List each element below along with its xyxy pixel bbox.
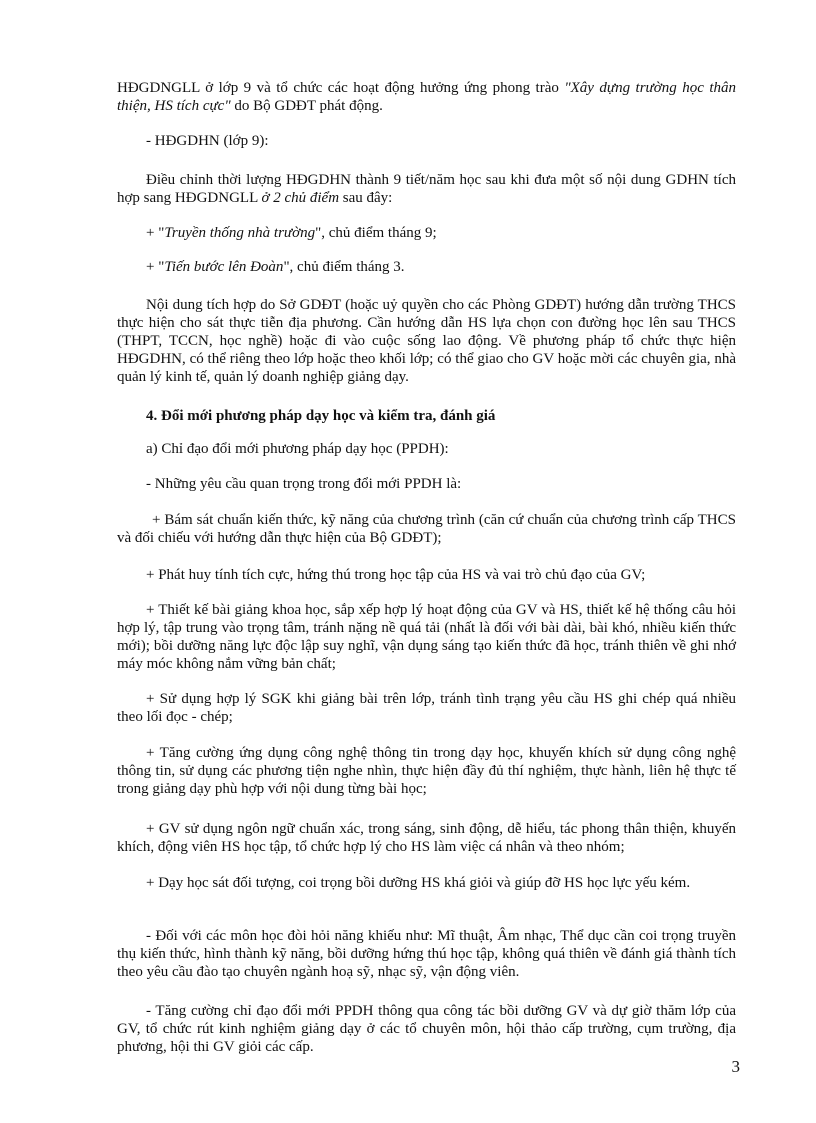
bullet-sgk: + Sử dụng hợp lý SGK khi giảng bài trên lớp, tránh tình trạng yêu cầu HS ghi chép quá nhiều theo lối đọc - chép;: [117, 691, 736, 725]
paragraph-text: do Bộ GDĐT phát động.: [230, 98, 383, 114]
bullet-ngon-ngu: + GV sử dụng ngôn ngữ chuẩn xác, trong sáng, sinh động, dễ hiểu, tác phong thân thiện, khuyến khích, động viên HS học tập, tổ chức hợp lý cho HS làm việc cá nhân và theo nhóm;: [117, 821, 736, 855]
paragraph-nang-khieu: - Đối với các môn học đòi hỏi năng khiếu như: Mĩ thuật, Âm nhạc, Thể dục cần coi trọng truyền thụ kiến thức, hình thành kỹ năng, bồi dưỡng hứng thú học tập, không quá thiên về đánh giá thành tích theo yêu cầu đào tạo chuyên ngành hoạ sỹ, nhạc sỹ, vận động viên.: [117, 928, 736, 980]
bullet-tien-buoc: [117, 258, 736, 276]
bullet-suffix: ", chủ điểm tháng 3.: [283, 259, 405, 275]
bullet-bam-sat: + Bám sát chuẩn kiến thức, kỹ năng của chương trình (căn cứ chuẩn của chương trình cấp THCS và đối chiếu với hướng dẫn thực hiện của Bộ GDĐT);: [117, 512, 736, 546]
paragraph-tang-cuong: - Tăng cường chỉ đạo đổi mới PPDH thông qua công tác bồi dưỡng GV và dự giờ thăm lớp của GV, tổ chức rút kinh nghiệm giảng dạy ở các tổ chuyên môn, hội thảo cấp trường, cụm trường, địa phương, hội thi GV giỏi các cấp.: [117, 1003, 736, 1055]
paragraph-integration-content: Nội dung tích hợp do Sở GDĐT (hoặc uỷ quyền cho các Phòng GDĐT) hướng dẫn trường THCS thực hiện cho sát thực tiễn địa phương. Cần hướng dẫn HS lựa chọn con đường học lên sau THCS (THPT, TCCN, học nghề) hoặc đi vào cuộc sống lao động. Về phương pháp tổ chức thực hiện HĐGDHN, có thể riêng theo lớp hoặc theo khối lớp; có thể giao cho GV hoặc mời các chuyên gia, nhà quản lý kinh tế, quản lý doanh nghiệp giảng dạy.: [117, 297, 736, 385]
paragraph-text: HĐGDNGLL ở lớp 9 và tổ chức các hoạt động hưởng ứng phong trào: [117, 80, 565, 96]
topic-name-italic: Tiến bước lên Đoàn: [164, 259, 284, 275]
italic-phrase: ở 2 chủ điểm: [261, 190, 340, 206]
page-number: 3: [731, 1057, 740, 1076]
bullet-suffix: ", chủ điểm tháng 9;: [315, 225, 437, 241]
subheading-a: a) Chỉ đạo đổi mới phương pháp dạy học (PPDH):: [146, 441, 449, 457]
subheading-hdgdhn: - HĐGDHN (lớp 9):: [146, 133, 269, 149]
paragraph-requirements-intro: - Những yêu cầu quan trọng trong đổi mới PPDH là:: [146, 476, 462, 492]
bullet-truyen-thong: [117, 224, 736, 242]
section-heading-4: 4. Đổi mới phương pháp dạy học và kiểm tra, đánh giá: [146, 408, 496, 424]
bullet-phat-huy: + Phát huy tính tích cực, hứng thú trong học tập của HS và vai trò chủ đạo của GV;: [146, 567, 646, 583]
bullet-prefix: + ": [146, 259, 165, 275]
bullet-day-hoc-sat: + Dạy học sát đối tượng, coi trọng bồi dưỡng HS khá giỏi và giúp đỡ HS học lực yếu kém.: [146, 875, 691, 891]
paragraph-text: Điều chỉnh thời lượng HĐGDHN thành 9 tiết/năm học sau khi đưa một số nội dung GDHN tích hợp sang HĐGDNGLL: [117, 172, 736, 206]
topic-name-italic: Truyền thống nhà trường: [164, 225, 316, 241]
paragraph-adjust-hours: [117, 171, 736, 207]
bullet-cntt: + Tăng cường ứng dụng công nghệ thông tin trong dạy học, khuyến khích sử dụng công nghệ thông tin, sử dụng các phương tiện nghe nhìn, thực hiện đầy đủ thí nghiệm, thực hành, liên hệ thực tế trong giảng dạy phù hợp với nội dung từng bài học;: [117, 745, 736, 797]
bullet-prefix: + ": [146, 225, 165, 241]
paragraph-hdgdngll-continuation: [117, 79, 736, 115]
campaign-name-italic: "Xây dựng trường học thân thiện, HS tích cực": [117, 80, 736, 114]
paragraph-text: sau đây:: [339, 190, 393, 206]
bullet-thiet-ke: + Thiết kế bài giảng khoa học, sắp xếp hợp lý hoạt động của GV và HS, thiết kế hệ thống câu hỏi hợp lý, tập trung vào trọng tâm, tránh nặng nề quá tải (nhất là đối với bài dài, bài khó, nhiều kiến thức mới); bồi dưỡng năng lực độc lập suy nghĩ, vận dụng sáng tạo kiến thức đã học, tránh thiên về ghi nhớ máy móc không nắm vững bản chất;: [117, 602, 736, 672]
